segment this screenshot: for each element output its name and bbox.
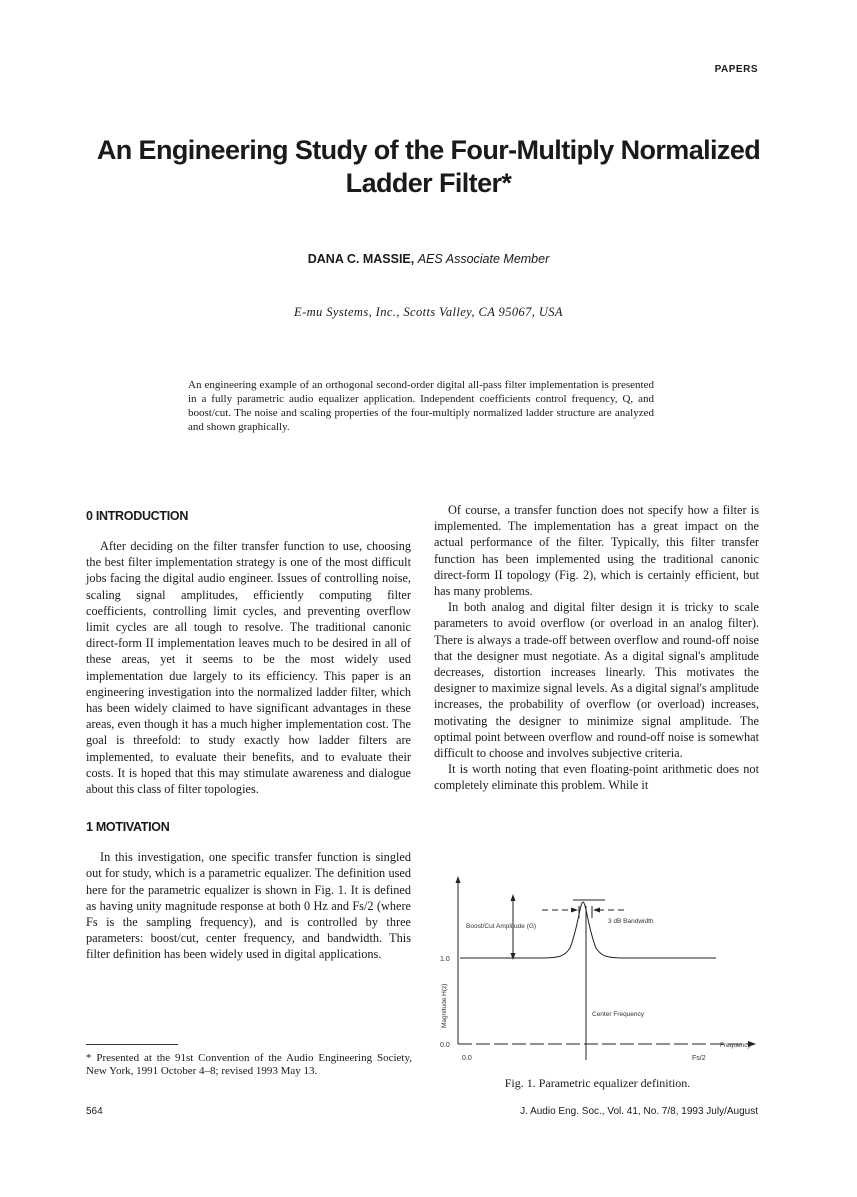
footnote-rule: [86, 1044, 178, 1045]
figure-1-diagram: [430, 868, 765, 1070]
title-line-1: An Engineering Study of the Four-Multiply Normalized: [96, 135, 761, 165]
response-curve: [460, 902, 678, 958]
y-zero-label: 0.0: [440, 1042, 450, 1049]
title-line-2: Ladder Filter*: [345, 168, 512, 198]
y-axis-arrow-icon: [456, 876, 461, 883]
motivation-paragraph: In this investigation, one specific transfer function is singled out for study, which is a parametric equalizer. The definition used here for the parametric equalizer is shown in Fig. 1. It is defined as having unity magnitude response at both 0 Hz and Fs/2 (where Fs is the sampling frequency), and is controlled by three parameters: boost/cut, center frequency, and bandwidth. This filter definition has been widely used in digital applications.: [86, 850, 411, 962]
y-one-label: 1.0: [440, 956, 450, 963]
y-axis-label: Magnitude H(z): [441, 983, 448, 1028]
author-line: [0, 252, 857, 266]
figure-caption: Fig. 1. Parametric equalizer definition.: [504, 1076, 691, 1090]
right-column: [434, 502, 759, 794]
affiliation: E-mu Systems, Inc., Scotts Valley, CA 95067, USA: [294, 305, 563, 319]
footnote: * Presented at the 91st Convention of the Audio Engineering Society, New York, 1991 October 4–8; revised 1993 May 13.: [86, 1052, 412, 1077]
abstract: An engineering example of an orthogonal second-order digital all-pass filter implementation is presented in a fully parametric audio equalizer application. Independent coefficients control frequency, Q, and boost/cut. The noise and scaling properties of the four-multiply normalized ladder structure are analyzed and shown graphically.: [188, 379, 654, 433]
right-paragraph-3: It is worth noting that even floating-point arithmetic does not completely eliminate this problem. While it: [434, 762, 759, 793]
bandwidth-arrow-right-icon: [593, 908, 600, 913]
introduction-heading: 0 INTRODUCTION: [86, 509, 189, 523]
x-zero-label: 0.0: [462, 1055, 472, 1062]
right-paragraph-1: Of course, a transfer function does not specify how a filter is implemented. The implementation has a great impact on the actual performance of the filter. Typically, this filter transfer function has been implemented using the traditional canonic direct-form II topology (Fig. 2), which is certainly efficient, but has many problems.: [434, 503, 759, 599]
bandwidth-label: 3 dB Bandwidth: [608, 918, 654, 925]
introduction-paragraph: After deciding on the filter transfer function to use, choosing the best filter implementation strategy is one of the most difficult jobs facing the digital audio engineer. Issues of controlling noise, scaling signal amplitudes, efficiently computing filter coefficients, controlling limit cycles, and preventing overflow limit cycles are all tough to resolve. The traditional canonic direct-form II implementation leaves much to be desired in all of these areas, yet it seems to be the most widely used implementation due largely to its efficiency. This paper is an engineering investigation into the normalized ladder filter, which has been widely claimed to have significant advantages in these areas, even though it has a much higher implementation cost. The goal is threefold: to study exactly how ladder filters are implemented, to evaluate their benefits, and to evaluate their costs. It is hoped that this may stimulate awareness and dialogue about this class of filter topologies.: [86, 539, 411, 797]
boost-arrow-up-icon: [511, 894, 516, 901]
page-number: 564: [86, 1106, 103, 1117]
left-column: [86, 508, 411, 963]
boost-label: Boost/Cut Amplitude (G): [466, 923, 537, 930]
x-end-label: Fs/2: [692, 1055, 706, 1062]
journal-citation: J. Audio Eng. Soc., Vol. 41, No. 7/8, 1993 July/August: [520, 1106, 758, 1117]
frequency-label: Frequency: [720, 1042, 751, 1049]
author-name: DANA C. MASSIE,: [307, 252, 415, 266]
center-frequency-label: Center Frequency: [592, 1011, 645, 1018]
author-membership: AES Associate Member: [417, 252, 550, 266]
paper-title: [60, 134, 797, 200]
boost-arrow-down-icon: [511, 953, 516, 960]
motivation-heading: 1 MOTIVATION: [86, 820, 170, 835]
bandwidth-arrow-left-icon: [571, 908, 578, 913]
right-paragraph-2: In both analog and digital filter design it is tricky to scale parameters to avoid overflow (or overload in an analog filter). There is always a trade-off between overflow and round-off noise that the designer must negotiate. As a digital signal's amplitude decreases, distortion increases linearly. This motivates the designer to maximize signal levels. As a digital signal's amplitude increases, the probability of overflow (or overload) increases, motivating the designer to minimize signal amplitude. The optimal point between overflow and round-off noise is somewhat difficult to choose and involves subjective criteria.: [434, 600, 759, 761]
section-tag: PAPERS: [714, 64, 758, 75]
